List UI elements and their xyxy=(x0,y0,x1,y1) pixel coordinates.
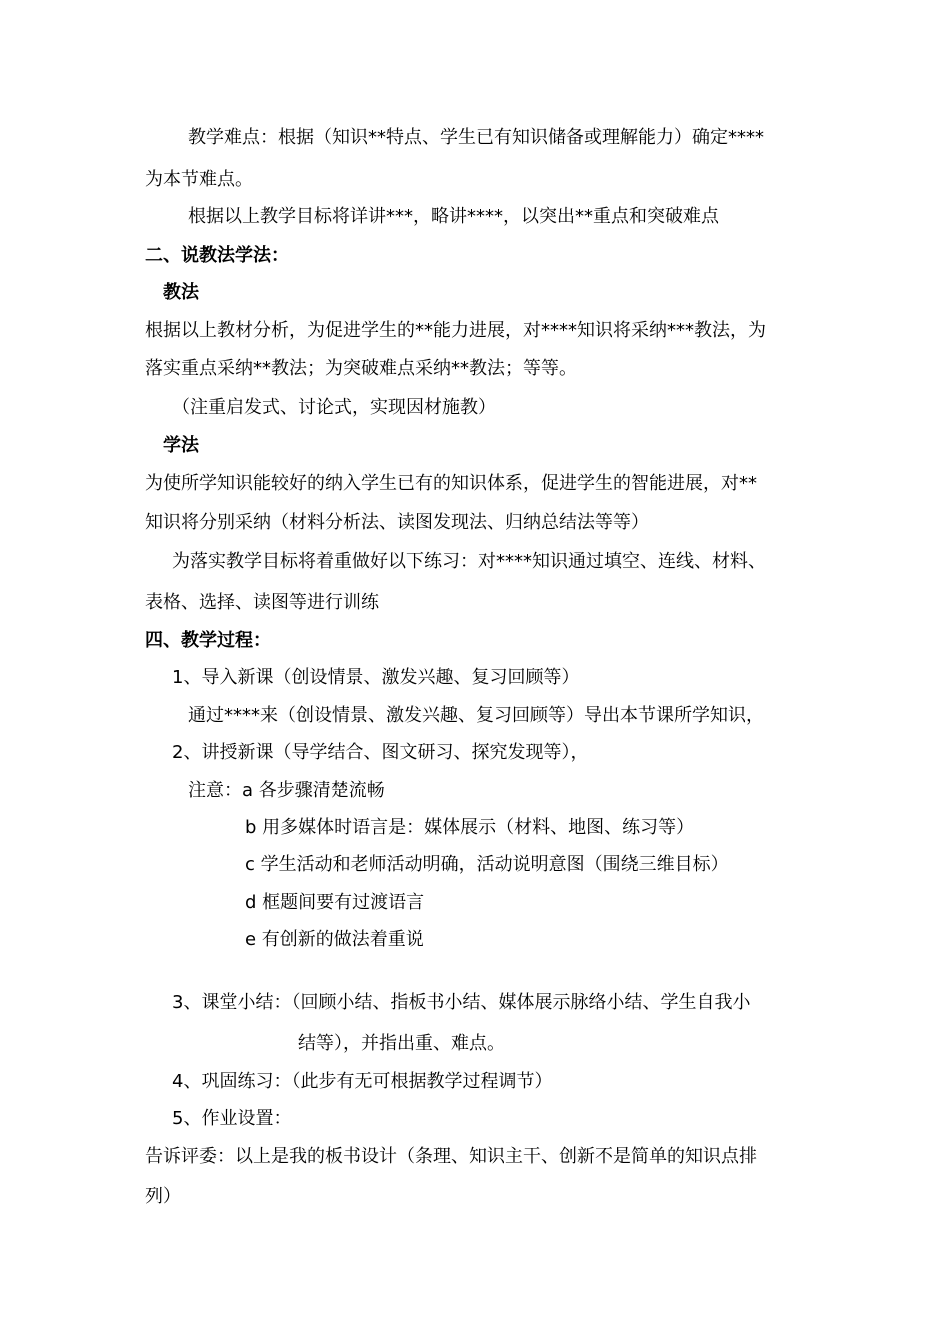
process-step-1: 1、导入新课（创设情景、激发兴趣、复习回顾等） xyxy=(172,667,580,688)
process-step-1-detail: 通过****来（创设情景、激发兴趣、复习回顾等）导出本节课所学知识， xyxy=(188,705,764,726)
teaching-method-note: （注重启发式、讨论式，实现因材施教） xyxy=(172,397,496,418)
practice-paragraph-line2: 表格、选择、读图等进行训练 xyxy=(145,592,379,613)
teaching-method-line1: 根据以上教材分析，为促进学生的**能力进展，对****知识将采纳***教法，为 xyxy=(145,320,766,341)
practice-paragraph-line1: 为落实教学目标将着重做好以下练习：对****知识通过填空、连线、材料、 xyxy=(172,551,766,572)
process-step-2: 2、讲授新课（导学结合、图文研习、探究发现等）， xyxy=(172,742,589,763)
process-step-3-line1: 3、课堂小结：（回顾小结、指板书小结、媒体展示脉络小结、学生自我小 xyxy=(172,992,751,1013)
note-item-a: 注意：a 各步骤清楚流畅 xyxy=(188,780,385,801)
learning-method-line2: 知识将分别采纳（材料分析法、读图发现法、归纳总结法等等） xyxy=(145,512,649,533)
note-item-e: e 有创新的做法着重说 xyxy=(245,929,424,950)
note-item-d: d 框题间要有过渡语言 xyxy=(245,892,425,913)
difficulty-paragraph-line1: 教学难点：根据（知识**特点、学生已有知识储备或理解能力）确定**** xyxy=(188,127,764,148)
process-step-4: 4、巩固练习：（此步有无可根据教学过程调节） xyxy=(172,1071,553,1092)
closing-line2: 列） xyxy=(145,1186,181,1207)
subheading-teaching-method: 教法 xyxy=(163,282,199,303)
emphasis-paragraph: 根据以上教学目标将详讲***，略讲****，以突出**重点和突破难点 xyxy=(188,206,719,227)
section-heading-process: 四、教学过程： xyxy=(145,630,271,651)
process-step-5: 5、作业设置： xyxy=(172,1108,292,1129)
note-item-c: c 学生活动和老师活动明确，活动说明意图（围绕三维目标） xyxy=(245,854,729,875)
note-item-b: b 用多媒体时语言是：媒体展示（材料、地图、练习等） xyxy=(245,817,695,838)
teaching-method-line2: 落实重点采纳**教法；为突破难点采纳**教法；等等。 xyxy=(145,358,577,379)
closing-line1: 告诉评委：以上是我的板书设计（条理、知识主干、创新不是简单的知识点排 xyxy=(145,1146,757,1167)
difficulty-paragraph-line2: 为本节难点。 xyxy=(145,169,253,190)
process-step-3-line2: 结等），并指出重、难点。 xyxy=(298,1033,505,1054)
section-heading-methods: 二、说教法学法： xyxy=(145,245,289,266)
learning-method-line1: 为使所学知识能较好的纳入学生已有的知识体系，促进学生的智能进展，对** xyxy=(145,473,757,494)
subheading-learning-method: 学法 xyxy=(163,435,199,456)
